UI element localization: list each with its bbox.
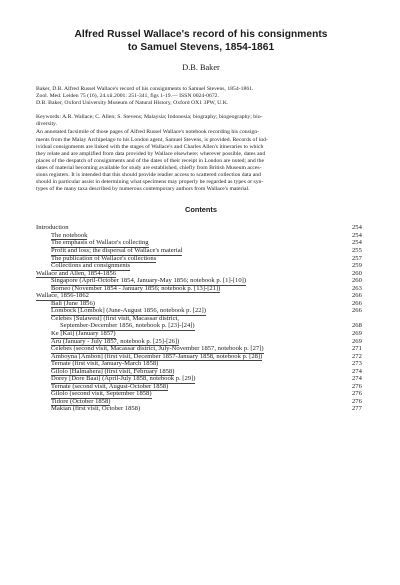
article-title bbox=[36, 28, 366, 54]
abstract-line: dates of material becoming available for study are established, chiefly from British Museum acces- bbox=[36, 164, 262, 171]
toc-entry-title: Ternate (second visit, August-October 1858) bbox=[51, 382, 169, 390]
toc-entry bbox=[36, 345, 366, 353]
author-name: D.B. Baker bbox=[182, 63, 220, 72]
toc-entry-page: 277 bbox=[352, 405, 362, 413]
abstract-line: they relate and are amplified from data provided by Wallace elsewhere; wherever possible, dates and bbox=[36, 150, 266, 157]
toc-entry bbox=[36, 232, 366, 240]
keywords-line: diversity. bbox=[36, 121, 57, 128]
citation-line: Baker, D.B. Alfred Russel Wallace's record of his consignments to Samuel Stevens, 1854-1861. bbox=[36, 86, 254, 92]
toc-entry bbox=[36, 405, 366, 413]
toc-entry-title: Dorey [Dore Baai] (April-July 1858, notebook p. [29]) bbox=[51, 375, 196, 383]
toc-entry-page: 260 bbox=[352, 277, 362, 285]
toc-entry bbox=[36, 277, 366, 285]
toc-entry-title: Celebes [Sulawesi] (first visit, Macassar district, bbox=[51, 314, 179, 322]
toc-entry bbox=[36, 300, 366, 308]
toc-entry bbox=[36, 322, 366, 330]
contents-heading: Contents bbox=[184, 205, 218, 215]
toc-entry-page: 273 bbox=[352, 360, 362, 368]
toc-entry-title: Wallace, 1856-1862 bbox=[36, 292, 89, 300]
keywords-block bbox=[36, 114, 366, 128]
toc-entry-title: Collections and consignments bbox=[51, 262, 131, 270]
toc-entry bbox=[36, 338, 366, 346]
toc-entry bbox=[36, 255, 366, 263]
toc-entry-page: 255 bbox=[352, 246, 362, 254]
toc-entry bbox=[36, 239, 366, 247]
toc-entry-page: 269 bbox=[352, 337, 362, 345]
toc-entry-title: Makian (first visit, October 1858) bbox=[51, 405, 141, 413]
toc-entry-title: Ternate (first visit, January-March 1858) bbox=[51, 360, 159, 368]
toc-entry-page: 274 bbox=[352, 375, 362, 383]
toc-entry-page: 276 bbox=[352, 390, 362, 398]
toc-entry-page: 259 bbox=[352, 262, 362, 270]
abstract-line: types of the many taxa described by numerous contemporary authors from Wallace's material. bbox=[36, 186, 250, 193]
toc-entry bbox=[36, 383, 366, 391]
toc-entry-title: Profit and loss; the dispersal of Wallace's material bbox=[51, 246, 183, 254]
toc-entry-title: Tidore (October 1858) bbox=[51, 397, 111, 405]
toc-entry-page: 263 bbox=[352, 284, 362, 292]
toc-entry-title: Bali (June 1856) bbox=[51, 299, 95, 307]
toc-entry-page: 271 bbox=[352, 345, 362, 353]
abstract-block bbox=[36, 129, 366, 193]
abstract-line: An annotated facsimile of those pages of Alfred Russel Wallace's notebook recording his consign- bbox=[36, 129, 260, 136]
toc-entry-page: 266 bbox=[352, 299, 362, 307]
toc-entry bbox=[36, 390, 366, 398]
toc-entry-title: The emphasis of Wallace's collecting bbox=[51, 239, 149, 247]
toc-entry bbox=[36, 315, 366, 323]
toc-entry-title: Gilolo (second visit, September 1858) bbox=[51, 390, 152, 398]
toc-entry-page: 268 bbox=[352, 322, 362, 330]
toc-entry-title: Introduction bbox=[36, 224, 69, 232]
toc-entry-page: 274 bbox=[352, 367, 362, 375]
toc-entry-title: Wallace and Allen, 1854-1856 bbox=[36, 269, 117, 277]
toc-entry bbox=[36, 224, 366, 232]
toc-entry-page: 254 bbox=[352, 239, 362, 247]
toc-entry-page: 269 bbox=[352, 329, 362, 337]
toc-entry-title: The notebook bbox=[51, 231, 88, 239]
toc-entry bbox=[36, 330, 366, 338]
toc-entry bbox=[36, 375, 366, 383]
toc-entry bbox=[36, 285, 366, 293]
toc-entry bbox=[36, 292, 366, 300]
toc-entry bbox=[36, 398, 366, 406]
toc-entry-page: 266 bbox=[352, 307, 362, 315]
toc-entry-title: Ke [Kai] (January 1857) bbox=[51, 329, 116, 337]
toc-entry-title: September-December 1856, notebook p. [23]-[24]) bbox=[60, 322, 195, 330]
table-of-contents bbox=[36, 224, 366, 413]
keywords-line: Keywords: A.R. Wallace; C. Allen; S. Stevens; Malaysia; Indonesia; biography; biogeography; bio- bbox=[36, 114, 263, 121]
toc-entry-title: Singapore (April-October 1854, January-May 1856; notebook p. [1]-[10]) bbox=[51, 277, 247, 285]
toc-entry-page: 276 bbox=[352, 397, 362, 405]
toc-entry-title: The publication of Wallace's collections bbox=[51, 254, 157, 262]
article-title-line-1: Alfred Russel Wallace's record of his consignments bbox=[74, 29, 328, 40]
toc-entry-title: Lombock [Lombok] (June-August 1856, notebook p. [22]) bbox=[51, 307, 206, 315]
toc-entry-page: 257 bbox=[352, 254, 362, 262]
toc-entry-page: 276 bbox=[352, 382, 362, 390]
toc-entry bbox=[36, 368, 366, 376]
toc-entry-page: 266 bbox=[352, 292, 362, 300]
toc-entry-title: Gilolo [Halmahera] (first visit, February 1858) bbox=[51, 367, 175, 375]
toc-entry-title: Celebes (second visit, Macassar district, July-November 1857, notebook p. [27]) bbox=[51, 345, 264, 353]
abstract-line: ments from the Malay Archipelago to his London agent, Samuel Stevens, is provided. Records of ind- bbox=[36, 136, 268, 143]
abstract-line: places of the despatch of consignments and of the dates of their receipt in London are noted; and the bbox=[36, 157, 265, 164]
author-address: D.B. Baker, Oxford University Museum of Natural History, Oxford OX1 3PW, U.K. bbox=[36, 100, 229, 107]
toc-entry-title: Amboyna [Ambon] (first visit, December 1857-January 1858, notebook p. [28]) bbox=[51, 352, 263, 360]
toc-entry-title: Borneo (November 1854 - January 1856; notebook p. [13]-[21]) bbox=[51, 284, 221, 292]
toc-entry bbox=[36, 270, 366, 278]
toc-entry-page: 254 bbox=[352, 224, 362, 232]
citation-block bbox=[36, 86, 366, 107]
abstract-line: sions registers. It is intended that this should provide readier access to scattered collection data and bbox=[36, 172, 261, 179]
toc-entry-page: 260 bbox=[352, 269, 362, 277]
citation-line: Zool. Med. Leiden 75 (16), 24.xii.2001: 251-341, figs 1-19.— ISSN 0024-0672. bbox=[36, 93, 219, 100]
toc-entry bbox=[36, 353, 366, 361]
abstract-line: ividual consignments are linked with the stages of Wallace's and Charles Allen's itineraries to which bbox=[36, 143, 264, 150]
toc-entry-page: 272 bbox=[352, 352, 362, 360]
toc-entry-title: Aru (January - July 1857, notebook p. [25]-[26]) bbox=[51, 337, 180, 345]
article-title-line-2: to Samuel Stevens, 1854-1861 bbox=[127, 42, 275, 53]
toc-entry bbox=[36, 307, 366, 315]
toc-entry-page: 254 bbox=[352, 231, 362, 239]
toc-entry bbox=[36, 360, 366, 368]
toc-entry bbox=[36, 247, 366, 255]
toc-entry bbox=[36, 262, 366, 270]
abstract-line: should in particular assist in determining what specimens may properly be regarded as types or syn- bbox=[36, 179, 264, 186]
